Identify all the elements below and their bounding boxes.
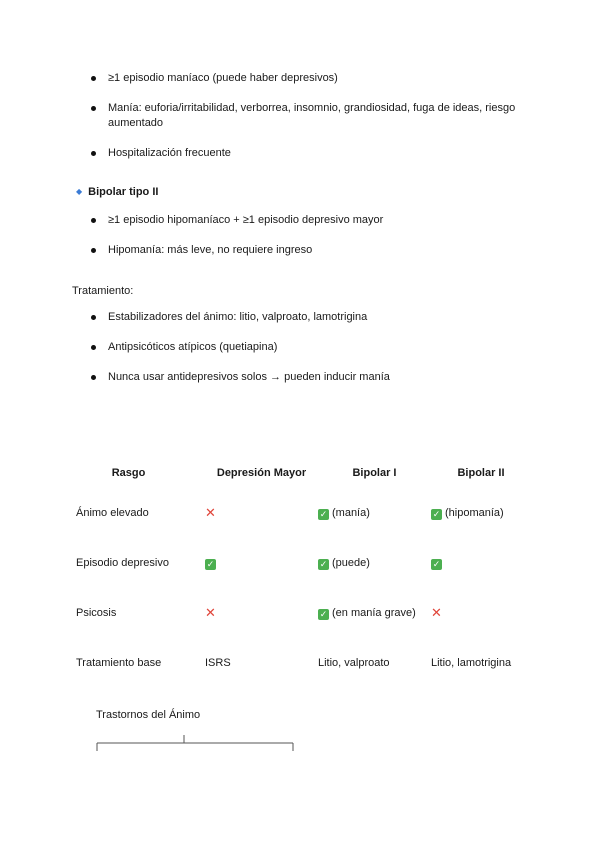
cell-depresion (205, 488, 318, 538)
list-item (91, 213, 531, 228)
check-icon: ✓ (432, 558, 441, 569)
table-body (72, 488, 531, 688)
list-item (91, 71, 531, 86)
bipolar2-heading (76, 185, 158, 200)
list-item (91, 370, 531, 385)
list-item-text: Antipsicóticos atípicos (quetiapina) (108, 341, 278, 353)
header-depresion-mayor: Depresión Mayor (216, 467, 307, 479)
bullet-dot-icon (91, 218, 96, 223)
list-item (91, 146, 531, 161)
list-item-text: Hipomanía: más leve, no requiere ingreso (108, 244, 313, 256)
table-header-row (72, 458, 531, 488)
list-item-text: ≥1 episodio hipomaníaco + ≥1 episodio depresivo mayor (108, 214, 384, 226)
cell-bipolar2 (431, 538, 531, 588)
cell-rasgo: Episodio depresivo (76, 557, 169, 569)
diagram-title: Trastornos del Ánimo (96, 709, 201, 721)
bullet-dot-icon (91, 76, 96, 81)
cross-icon: ✕ (431, 605, 442, 620)
table-row (72, 488, 531, 538)
header-rasgo: Rasgo (111, 467, 146, 479)
list-item-text: Nunca usar antidepresivos solos → pueden inducir manía (108, 371, 390, 383)
bullet-dot-icon (91, 375, 96, 380)
cell-text: Litio, lamotrigina (431, 657, 512, 669)
header-bipolar-2: Bipolar II (457, 467, 505, 479)
bullet-dot-icon (91, 106, 96, 111)
list-item (91, 310, 531, 325)
cross-icon: ✕ (205, 505, 216, 520)
check-icon: ✓ (206, 558, 215, 569)
bipolar1-bullet-list (91, 71, 531, 161)
tratamiento-bullet-list (91, 310, 531, 385)
cell-rasgo: Ánimo elevado (76, 507, 149, 519)
cell-text: Litio, valproato (318, 657, 390, 669)
header-bipolar-1: Bipolar I (352, 467, 397, 479)
cell-text: (manía) (332, 506, 370, 519)
cell-bipolar2 (431, 638, 531, 688)
list-item (91, 340, 531, 355)
cell-bipolar2 (431, 488, 531, 538)
table-row (72, 638, 531, 688)
cell-bipolar1 (318, 588, 431, 638)
cell-depresion (205, 538, 318, 588)
cell-bipolar1 (318, 538, 431, 588)
list-item-text: Estabilizadores del ánimo: litio, valproato, lamotrigina (108, 311, 368, 323)
bipolar2-bullet-list (91, 213, 531, 258)
cell-depresion (205, 638, 318, 688)
list-item (91, 243, 531, 258)
tree-diagram (92, 733, 302, 753)
cell-text: (en manía grave) (332, 606, 416, 619)
cell-rasgo: Tratamiento base (76, 657, 162, 669)
check-icon: ✓ (432, 508, 441, 519)
diamond-bullet-icon: ◆ (76, 187, 83, 196)
bullet-dot-icon (91, 315, 96, 320)
bullet-dot-icon (91, 248, 96, 253)
bullet-dot-icon (91, 151, 96, 156)
list-item-text: ≥1 episodio maníaco (puede haber depresivos) (108, 72, 338, 84)
comparison-table (72, 458, 531, 688)
table-row (72, 538, 531, 588)
list-item (91, 101, 531, 131)
cross-icon: ✕ (205, 605, 216, 620)
check-icon: ✓ (319, 608, 328, 619)
list-item-text: Hospitalización frecuente (108, 147, 231, 159)
cell-text: (hipomanía) (445, 506, 504, 519)
cell-rasgo: Psicosis (76, 607, 117, 619)
bipolar2-heading-text: Bipolar tipo II (88, 186, 159, 198)
tratamiento-label: Tratamiento: (72, 285, 134, 297)
cell-bipolar2 (431, 588, 531, 638)
cell-bipolar1 (318, 638, 431, 688)
cell-depresion (205, 588, 318, 638)
list-item-text: Manía: euforia/irritabilidad, verborrea, insomnio, grandiosidad, fuga de ideas, riesgo aumentado (108, 102, 516, 129)
cell-text: ISRS (205, 657, 231, 669)
check-icon: ✓ (319, 508, 328, 519)
cell-text: (puede) (332, 556, 370, 569)
cell-bipolar1 (318, 488, 431, 538)
bullet-dot-icon (91, 345, 96, 350)
check-icon: ✓ (319, 558, 328, 569)
table-row (72, 588, 531, 638)
